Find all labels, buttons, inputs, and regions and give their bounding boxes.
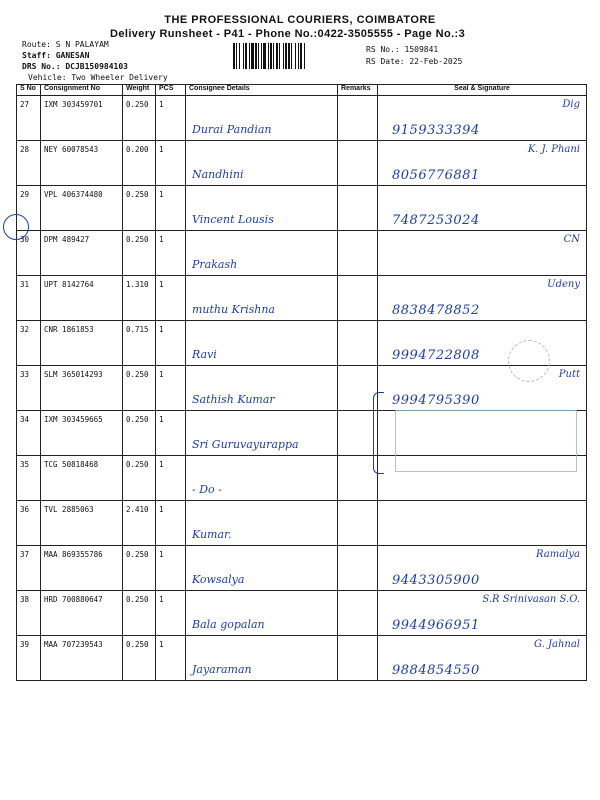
cell-remarks: [338, 501, 378, 546]
cell-weight: 0.250: [123, 546, 156, 591]
cell-seal-signature: [378, 141, 587, 186]
consignee-handwritten-name: Sathish Kumar: [192, 393, 275, 406]
cell-remarks: [338, 96, 378, 141]
cell-consignment-no: IXM 303459665: [41, 411, 123, 456]
rs-number: RS No.: 1509841: [366, 45, 439, 54]
handwritten-signature: Dig: [562, 99, 580, 110]
cell-pcs: 1: [156, 321, 186, 366]
cell-pcs: 1: [156, 186, 186, 231]
cell-sno: 29: [17, 186, 41, 231]
cell-remarks: [338, 231, 378, 276]
cell-consignment-no: MAA 707239543: [41, 636, 123, 681]
table-row: [17, 141, 587, 186]
cell-sno: 36: [17, 501, 41, 546]
cell-sno: 31: [17, 276, 41, 321]
drs-number: DRS No.: DCJB150984103: [22, 62, 128, 71]
barcode-image: [233, 43, 352, 69]
cell-sno: 38: [17, 591, 41, 636]
consignee-handwritten-name: Vincent Lousis: [192, 213, 274, 226]
handwritten-phone: 9443305900: [392, 573, 480, 588]
cell-weight: 0.250: [123, 231, 156, 276]
handwritten-phone: 9994795390: [392, 393, 480, 408]
cell-consignee: [186, 96, 338, 141]
header-consignee: Consignee Details: [186, 85, 338, 96]
table-row: [17, 186, 587, 231]
cell-seal-signature: [378, 366, 587, 411]
consignee-handwritten-name: muthu Krishna: [192, 303, 275, 316]
cell-weight: 0.250: [123, 411, 156, 456]
cell-weight: 0.250: [123, 366, 156, 411]
cell-pcs: 1: [156, 411, 186, 456]
staff-text: Staff: GANESAN: [22, 51, 90, 60]
cell-consignee: [186, 141, 338, 186]
cell-sno: 37: [17, 546, 41, 591]
consignee-handwritten-name: Ravi: [192, 348, 217, 361]
cell-sno: 35: [17, 456, 41, 501]
cell-pcs: 1: [156, 456, 186, 501]
table-row: [17, 591, 587, 636]
runsheet-table: [16, 84, 587, 681]
cell-remarks: [338, 321, 378, 366]
cell-consignment-no: IXM 303459701: [41, 96, 123, 141]
handwritten-phone: 9159333394: [392, 123, 480, 138]
consignee-handwritten-name: Prakash: [192, 258, 238, 271]
cell-seal-signature: [378, 186, 587, 231]
vehicle-text: Vehicle: Two Wheeler Delivery: [28, 73, 168, 82]
route-text: Route: S N PALAYAM: [22, 40, 109, 49]
cell-pcs: 1: [156, 366, 186, 411]
cell-consignee: [186, 411, 338, 456]
handwritten-phone: 9994722808: [392, 348, 480, 363]
circled-row-mark: [3, 214, 29, 240]
table-row: [17, 546, 587, 591]
cell-consignee: [186, 501, 338, 546]
cell-sno: 27: [17, 96, 41, 141]
cell-sno: 32: [17, 321, 41, 366]
handwritten-phone: 8056776881: [392, 168, 480, 183]
cell-consignment-no: MAA 869355786: [41, 546, 123, 591]
cell-pcs: 1: [156, 276, 186, 321]
cell-remarks: [338, 186, 378, 231]
header-pcs: PCS: [156, 85, 186, 96]
cell-sno: 33: [17, 366, 41, 411]
cell-consignment-no: DPM 489427: [41, 231, 123, 276]
consignee-handwritten-name: - Do -: [192, 483, 222, 496]
cell-remarks: [338, 141, 378, 186]
cell-consignment-no: TVL 2885063: [41, 501, 123, 546]
table-row: [17, 501, 587, 546]
cell-seal-signature: [378, 321, 587, 366]
cell-sno: 34: [17, 411, 41, 456]
cell-weight: 0.250: [123, 186, 156, 231]
cell-seal-signature: [378, 501, 587, 546]
header-consignment: Consignment No: [41, 85, 123, 96]
cell-remarks: [338, 411, 378, 456]
table-header-row: [17, 85, 587, 96]
cell-sno: 39: [17, 636, 41, 681]
cell-pcs: 1: [156, 546, 186, 591]
cell-seal-signature: [378, 276, 587, 321]
cell-remarks: [338, 546, 378, 591]
cell-consignment-no: CNR 1861853: [41, 321, 123, 366]
consignee-handwritten-name: Sri Guruvayurappa: [192, 438, 299, 451]
cell-pcs: 1: [156, 96, 186, 141]
consignee-handwritten-name: Bala gopalan: [192, 618, 265, 631]
cell-consignee: [186, 546, 338, 591]
table-row: [17, 231, 587, 276]
cell-pcs: 1: [156, 231, 186, 276]
handwritten-signature: K. J. Phani: [527, 144, 580, 155]
company-stamp: [395, 410, 577, 472]
consignee-handwritten-name: Durai Pandian: [192, 123, 272, 136]
table-row: [17, 276, 587, 321]
cell-seal-signature: [378, 231, 587, 276]
consignee-handwritten-name: Kowsalya: [192, 573, 245, 586]
cell-weight: 0.250: [123, 591, 156, 636]
cell-consignee: [186, 321, 338, 366]
cell-consignment-no: NEY 60078543: [41, 141, 123, 186]
cell-weight: 2.410: [123, 501, 156, 546]
header-remarks: Remarks: [338, 85, 378, 96]
handwritten-signature: Putt: [558, 369, 580, 380]
cell-consignee: [186, 186, 338, 231]
table-row: [17, 96, 587, 141]
cell-pcs: 1: [156, 141, 186, 186]
rs-date: RS Date: 22-Feb-2025: [366, 57, 463, 66]
handwritten-signature: CN: [563, 234, 580, 245]
seal-stamp: [508, 340, 550, 382]
cell-sno: 28: [17, 141, 41, 186]
cell-weight: 0.715: [123, 321, 156, 366]
header-seal: Seal & Signature: [378, 85, 587, 96]
consignee-handwritten-name: Nandhini: [192, 168, 244, 181]
cell-consignee: [186, 231, 338, 276]
cell-seal-signature: [378, 96, 587, 141]
cell-sno: 30: [17, 231, 41, 276]
table-row: [17, 636, 587, 681]
table-row: [17, 321, 587, 366]
cell-consignee: [186, 276, 338, 321]
cell-consignee: [186, 636, 338, 681]
cell-consignee: [186, 366, 338, 411]
cell-seal-signature: [378, 591, 587, 636]
cell-weight: 1.310: [123, 276, 156, 321]
handwritten-signature: S.R Srinivasan S.O.: [482, 594, 580, 605]
header-sno: S No: [17, 85, 41, 96]
cell-remarks: [338, 636, 378, 681]
cell-pcs: 1: [156, 636, 186, 681]
handwritten-phone: 9884854550: [392, 663, 480, 678]
handwritten-phone: 7487253024: [392, 213, 480, 228]
cell-weight: 0.250: [123, 96, 156, 141]
cell-remarks: [338, 591, 378, 636]
cell-pcs: 1: [156, 501, 186, 546]
header-weight: Weight: [123, 85, 156, 96]
cell-consignment-no: HRD 700880647: [41, 591, 123, 636]
cell-consignment-no: UPT 8142764: [41, 276, 123, 321]
cell-consignment-no: TCG 50818468: [41, 456, 123, 501]
consignee-handwritten-name: Jayaraman: [192, 663, 252, 676]
cell-consignee: [186, 456, 338, 501]
handwritten-phone: 9944966951: [392, 618, 480, 633]
runsheet-subtitle: Delivery Runsheet - P41 - Phone No.:0422-3505555 - Page No.:3: [110, 28, 466, 40]
cell-seal-signature: [378, 636, 587, 681]
cell-consignment-no: SLM 365014293: [41, 366, 123, 411]
cell-remarks: [338, 366, 378, 411]
cell-seal-signature: [378, 546, 587, 591]
cell-consignee: [186, 591, 338, 636]
document-title: THE PROFESSIONAL COURIERS, COIMBATORE: [164, 14, 436, 26]
cell-consignment-no: VPL 406374480: [41, 186, 123, 231]
bracket-mark: [373, 392, 384, 474]
cell-weight: 0.250: [123, 456, 156, 501]
cell-remarks: [338, 276, 378, 321]
handwritten-signature: Ramalya: [536, 549, 580, 560]
handwritten-phone: 8838478852: [392, 303, 480, 318]
cell-remarks: [338, 456, 378, 501]
table-row: [17, 366, 587, 411]
cell-weight: 0.200: [123, 141, 156, 186]
handwritten-signature: G. Jahnal: [533, 639, 580, 650]
cell-weight: 0.250: [123, 636, 156, 681]
cell-pcs: 1: [156, 591, 186, 636]
handwritten-signature: Udeny: [547, 279, 580, 290]
consignee-handwritten-name: Kumar.: [192, 528, 232, 541]
